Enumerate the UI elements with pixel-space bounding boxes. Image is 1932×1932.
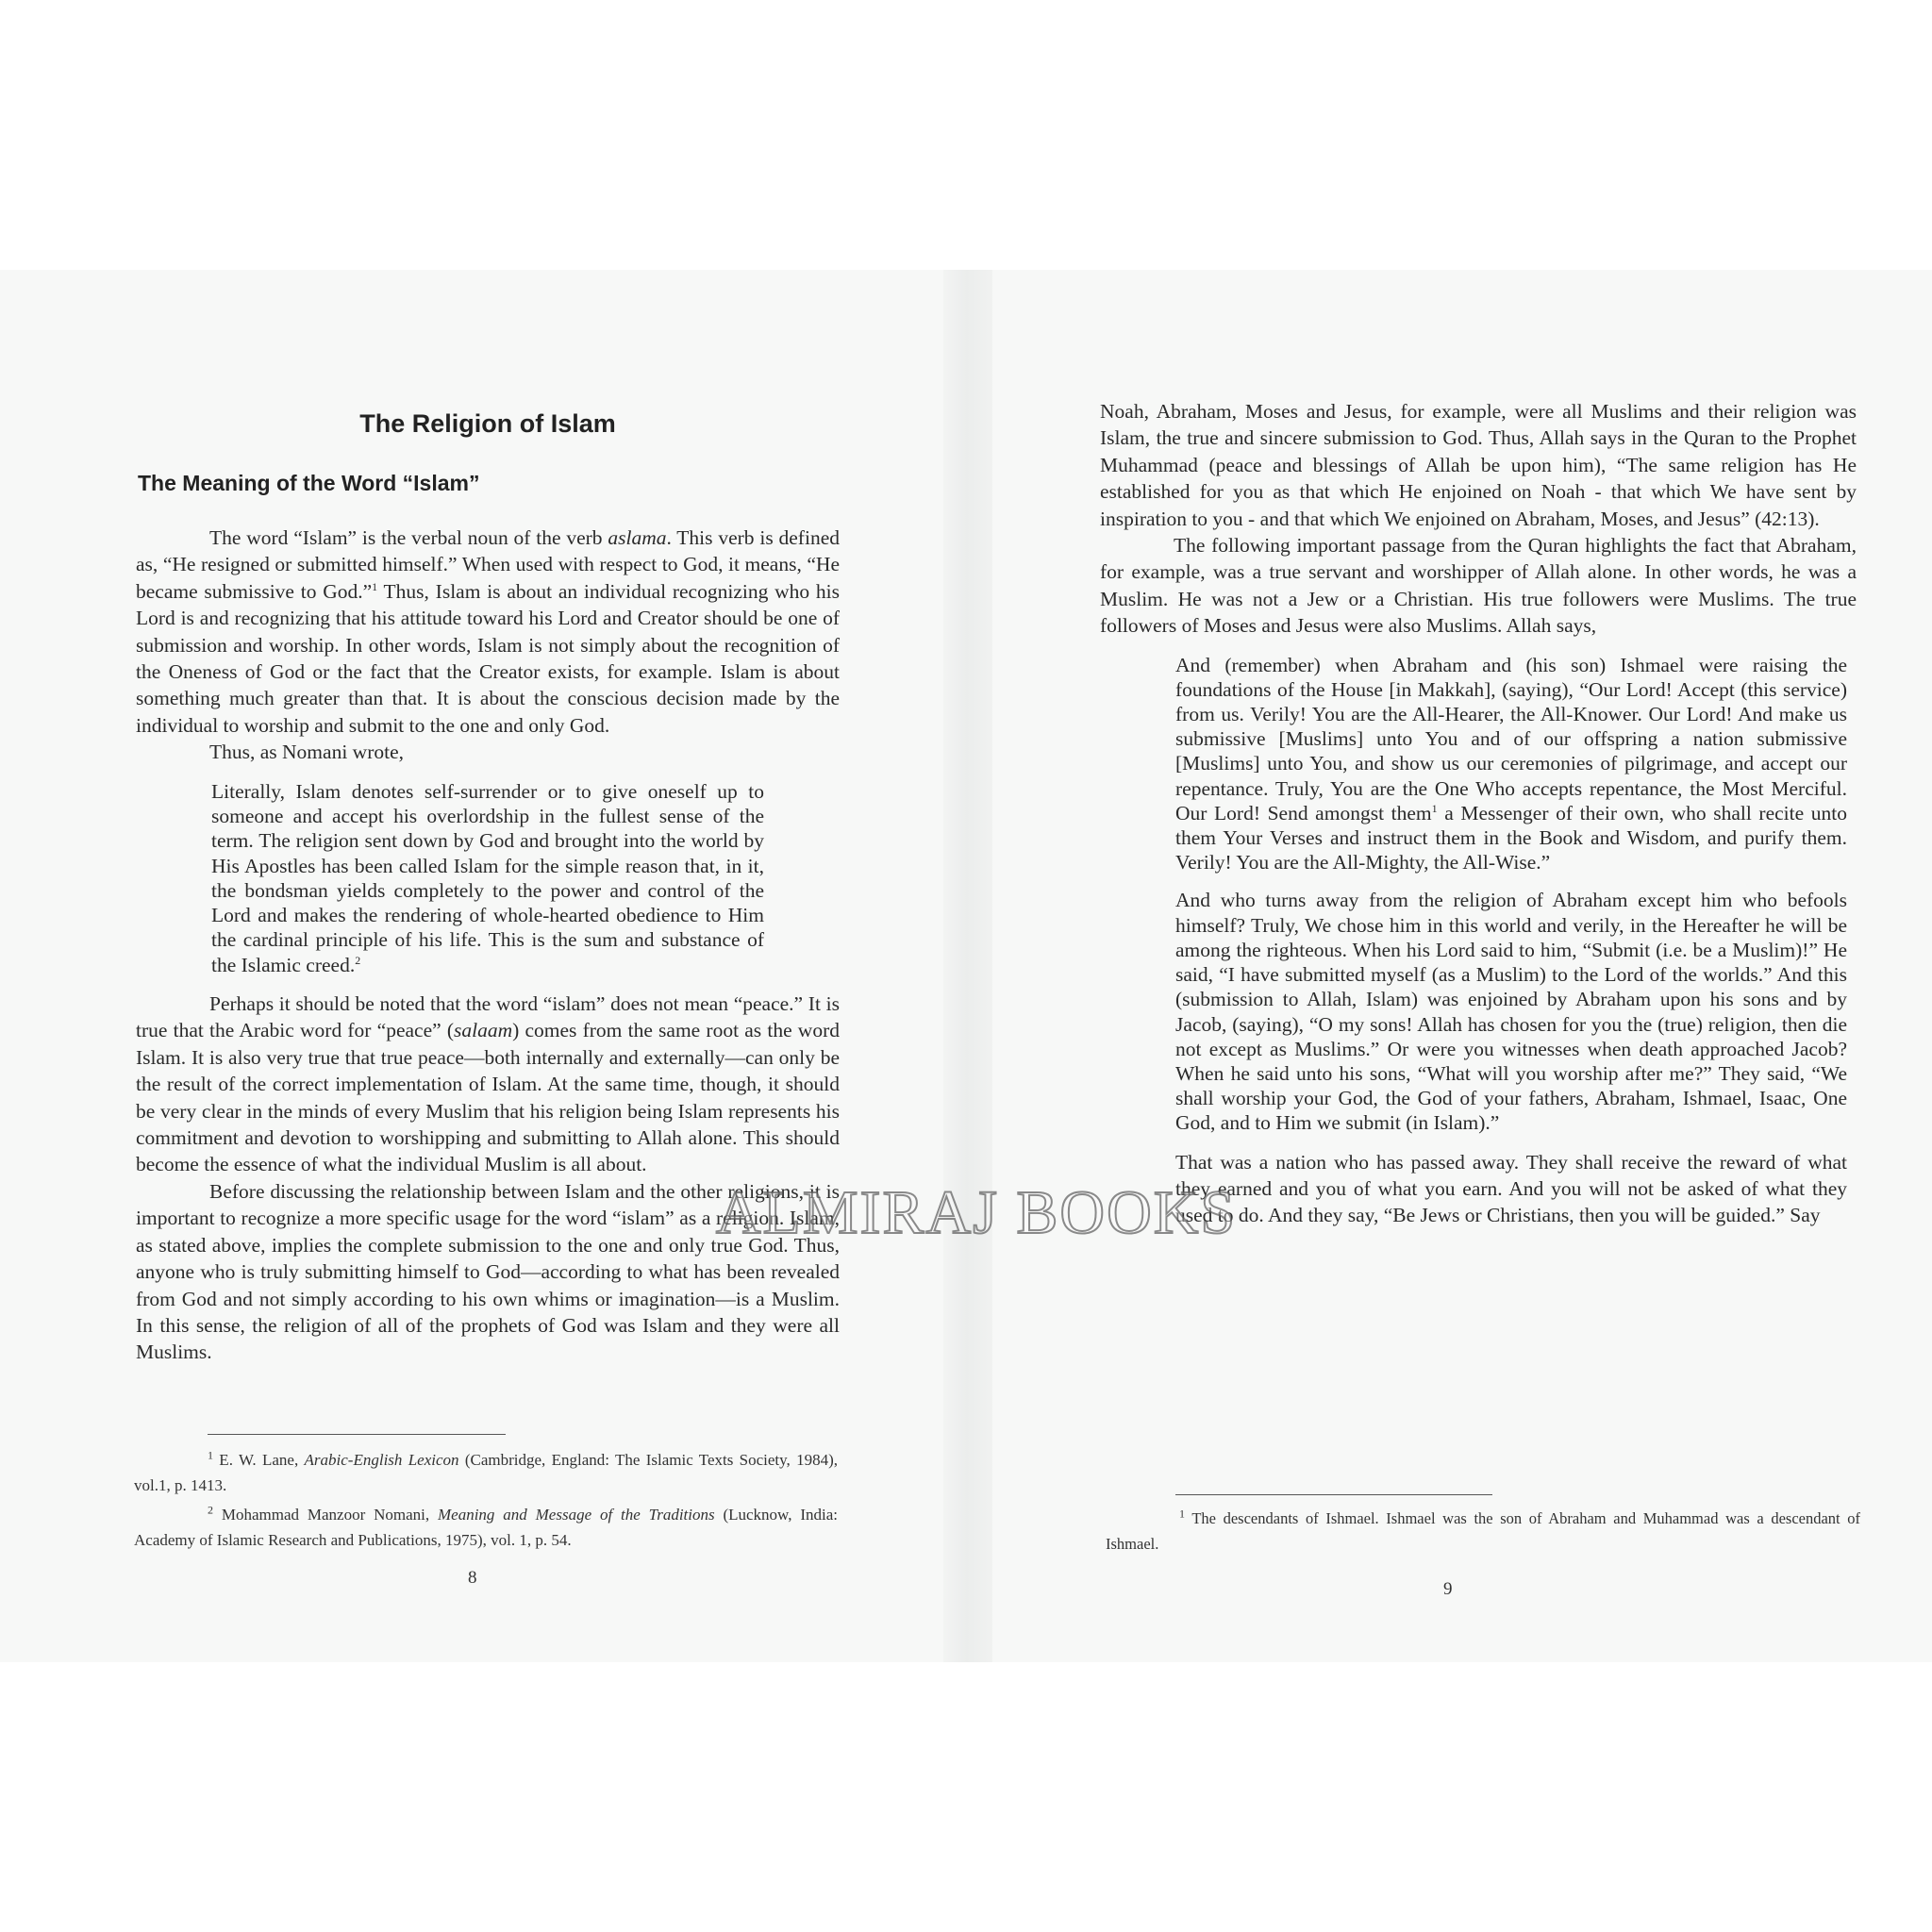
footnote-ref: 1 xyxy=(372,579,378,593)
right-footnotes xyxy=(1106,1506,1860,1557)
block-quote: And who turns away from the religion of Abraham except him who befools himself? Truly, We chose him in this world and verily, in the Hereafter he will be among the righteous. When his Lord said to him, “Submit (i.e. be a Muslim)!” He said, “I have submitted myself (as a Muslim) to the Lord of the worlds.” And this (submission to Allah, Islam) was enjoined by Abraham upon his sons and by Jacob, (saying), “O my sons! Allah has chosen for you the (true) religion, then die not except as Muslims.” Or were you witnesses when death approached Jacob? When he said unto his sons, “What will you worship after me?” They said, “We shall worship your God, the God of your fathers, Abraham, Ishmael, Isaac, One God, and to Him we submit (in Islam).” xyxy=(1175,889,1847,1135)
footnote: $^2$ Mohammad Manzoor Nomani, Meaning and Message of the Traditions (Lucknow, India: Academy of Islamic Research and Publications, 1975), vol. 1, p. 54. xyxy=(134,1503,838,1549)
paragraph: Thus, as Nomani wrote, xyxy=(209,741,405,764)
left-page xyxy=(0,270,945,1662)
watermark-text: ALMIRAJ BOOKS xyxy=(715,1178,1238,1247)
footnote-rule xyxy=(1175,1494,1492,1495)
right-page xyxy=(992,270,1932,1662)
book-gutter xyxy=(943,270,994,1662)
paragraph: Perhaps it should be noted that the word “islam” does not mean “peace.” It is true that the Arabic word for “peace” (salaam) comes from the same root as the word Islam. It is also very true that true peace—both internally and externally—can only be the result of the correct implementation of Islam. At the same time, though, it should be very clear in the minds of every Muslim that his religion being Islam represents his commitment and devotion to worshipping and submitting to Allah alone. This should become the essence of what the individual Muslim is all about. xyxy=(136,992,840,1176)
paragraph: The word “Islam” is the verbal noun of the verb aslama. This verb is defined as, “He resigned or submitted himself.” When used with respect to God, it means, “He became submissive to God.”$^1$ Thus, Islam is about an individual recognizing who his Lord is and recognizing that his attitude toward his Lord and Creator should be one of submission and worship. In other words, Islam is not simply about the recognition of the Oneness of God or the fact that the Creator exists, for example. Islam is about something much greater than that. It is about the conscious decision made by the individual to worship and submit to the one and only God. xyxy=(136,526,840,737)
paragraph: Before discussing the relationship between Islam and the other religions, it is important to recognize a more specific usage for the word “islam” as a religion. Islam, as stated above, implies the complete submission to the one and only true God. Thus, anyone who is truly submitting himself to God—according to what has been revealed from God and not simply according to his own whims or imagination—is a Muslim. In this sense, the religion of all of the prophets of God was Islam and they were all Muslims. xyxy=(136,1179,840,1364)
footnote: $^1$ E. W. Lane, Arabic-English Lexicon (Cambridge, England: The Islamic Texts Society, 1984), vol.1, p. 1413. xyxy=(134,1448,838,1494)
footnote-ref: 1 xyxy=(1431,801,1438,815)
page-number: 9 xyxy=(1443,1579,1453,1599)
block-quote: Literally, Islam denotes self-surrender or to give oneself up to someone and accept his overlordship in the fullest sense of the term. The religion sent down by God and brought into the world by His Apostles has been called Islam for the simple reason that, in it, the bondsman yields completely to the power and control of the Lord and makes the rendering of whole-hearted obedience to Him the cardinal principle of his life. This is the sum and substance of the Islamic creed.$^2$ xyxy=(211,779,764,976)
left-footnotes xyxy=(134,1447,838,1553)
right-body-text xyxy=(1100,398,1857,1228)
paragraph: The following important passage from the Quran highlights the fact that Abraham, for example, was a true servant and worshipper of Allah alone. In other words, he was a Muslim. He was not a Jew or a Christian. His true followers were Muslims. The true followers of Moses and Jesus were also Muslims. Allah says, xyxy=(1100,534,1857,638)
book-spread xyxy=(0,270,1932,1662)
block-quote: That was a nation who has passed away. They shall receive the reward of what they earned and you of what you earn. And you will not be asked of what they used to do. And they say, “Be Jews or Christians, then you will be guided.” Say xyxy=(1175,1150,1847,1226)
footnote: $^1$ The descendants of Ishmael. Ishmael was the son of Abraham and Muhammad was a descendant of Ishmael. xyxy=(1106,1507,1860,1553)
chapter-title: The Religion of Islam xyxy=(359,409,616,438)
paragraph: Noah, Abraham, Moses and Jesus, for example, were all Muslims and their religion was Islam, the true and sincere submission to God. Thus, Allah says in the Quran to the Prophet Muhammad (peace and blessings of Allah be upon him), “The same religion has He established for you as that which He enjoined on Noah - that which We have sent by inspiration to you - and that which We enjoined on Abraham, Moses, and Jesus” (42:13). xyxy=(1100,400,1857,530)
block-quote: And (remember) when Abraham and (his son) Ishmael were raising the foundations of the House [in Makkah], (saying), “Our Lord! Accept (this service) from us. Verily! You are the All-Hearer, the All-Knower. Our Lord! And make us submissive [Muslims] unto You and of our offspring a nation submissive [Muslims] unto You, and show us our ceremonies of pilgrimage, and accept our repentance. Truly, You are the One Who accepts repentance, the Most Merciful. Our Lord! Send amongst them$^1$ a Messenger of their own, who shall recite unto them Your Verses and instruct them in the Book and Wisdom, and purify them. Verily! You are the All-Mighty, the All-Wise.” xyxy=(1175,653,1847,874)
page-number: 8 xyxy=(468,1568,477,1588)
footnote-ref: 2 xyxy=(355,953,361,967)
section-heading: The Meaning of the Word “Islam” xyxy=(138,471,480,495)
footnote-rule xyxy=(208,1434,506,1435)
